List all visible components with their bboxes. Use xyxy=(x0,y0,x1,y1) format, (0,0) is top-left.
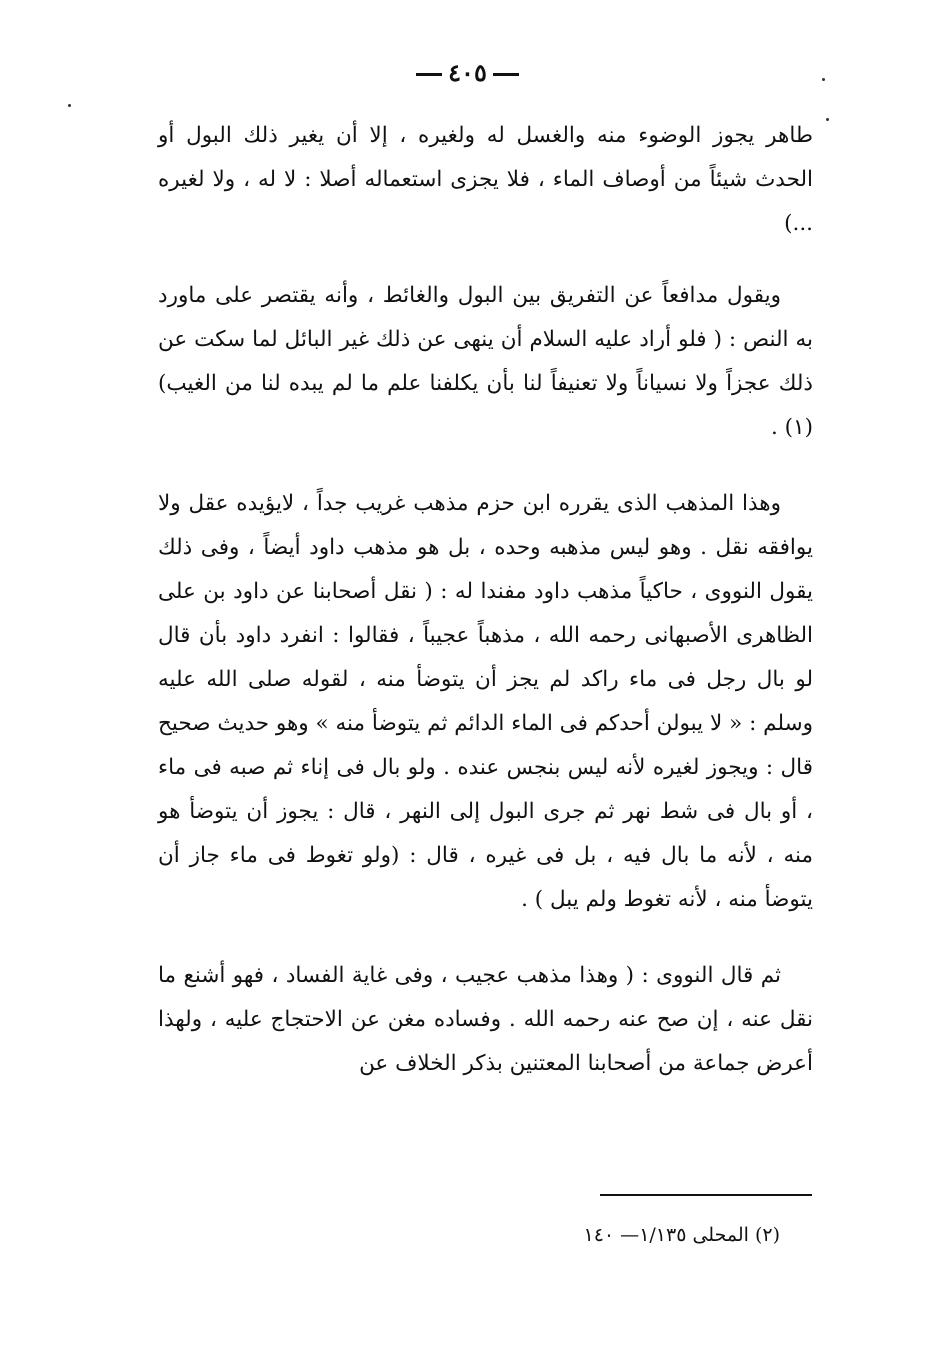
paragraph-1: طاهر يجوز الوضوء منه والغسل له ولغيره ، إلا أن يغير ذلك البول أو الحدث شيئاً من أوصاف الماء ، فلا يجزى استعماله أصلا : لا له ، ولا لغيره ...) xyxy=(158,123,813,236)
page-number xyxy=(0,58,935,87)
body-text xyxy=(158,114,813,1086)
page-number-dash xyxy=(493,73,519,76)
paragraph-4: ثم قال النووى : ( وهذا مذهب عجيب ، وفى غاية الفساد ، فهو أشنع ما نقل عنه ، إن صح عنه رحمه الله . وفساده مغن عن الاحتجاج عليه ، ولهذا أعرض جماعة من أصحابنا المعتنين بذكر الخلاف عن xyxy=(158,963,813,1076)
page-number-value: ٤٠٥ xyxy=(448,58,487,87)
paragraph-2: ويقول مدافعاً عن التفريق بين البول والغائط ، وأنه يقتصر على ماورد به النص : ( فلو أراد عليه السلام أن ينهى عن ذلك غير البائل لما سكت عن ذلك عجزاً ولا نسياناً ولا تعنيفاً لنا بأن يكلفنا علم ما لم يبده لنا من الغيب)(١) . xyxy=(158,283,813,440)
footnote: (٢) المحلى ١/١٣٥— ١٤٠ xyxy=(583,1224,780,1246)
page-number-dash xyxy=(416,73,442,76)
footnote-separator xyxy=(600,1194,812,1196)
scan-speck xyxy=(68,104,71,107)
paragraph-3: وهذا المذهب الذى يقرره ابن حزم مذهب غريب جداً ، لايؤيده عقل ولا يوافقه نقل . وهو ليس مذهبه وحده ، بل هو مذهب داود أيضاً ، وفى ذلك يقول النووى ، حاكياً مذهب داود مفندا له : ( نقل أصحابنا عن داود بن على الظاهرى الأصبهانى رحمه الله ، مذهباً عجيباً ، فقالوا : انفرد داود بأن قال لو بال رجل فى ماء راكد لم يجز أن يتوضأ منه ، لقوله صلى الله عليه وسلم : « لا يبولن أحدكم فى الماء الدائم ثم يتوضأ منه » وهو حديث صحيح قال : ويجوز لغيره لأنه ليس بنجس عنده . ولو بال فى إناء ثم صبه فى ماء ، أو بال فى شط نهر ثم جرى البول إلى النهر ، قال : يجوز أن يتوضأ هو منه ، لأنه ما بال فيه ، بل فى غيره ، قال : (ولو تغوط فى ماء جاز أن يتوضأ منه ، لأنه تغوط ولم يبل ) . xyxy=(158,491,813,912)
scan-speck xyxy=(826,118,829,121)
